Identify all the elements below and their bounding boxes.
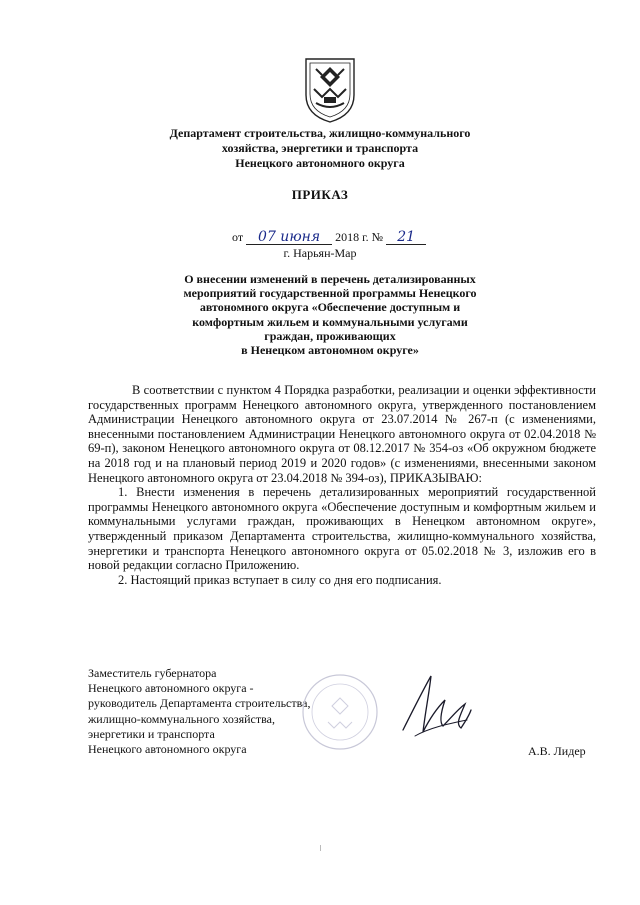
city-line: г. Нарьян-Мар — [283, 246, 357, 260]
date-year: 2018 г. № — [335, 230, 384, 244]
official-seal-icon — [300, 672, 380, 752]
department-header — [0, 126, 640, 171]
department-line: Ненецкого автономного округа — [235, 156, 405, 170]
subject-line: комфортным жильем и коммунальными услугами — [192, 314, 468, 329]
subject-line: О внесении изменений в перечень детализированных — [184, 272, 476, 286]
department-line: Департамент строительства, жилищно-коммунального — [169, 126, 471, 140]
subject-line: автономного округа «Обеспечение доступным и — [199, 300, 461, 315]
order-subject — [150, 272, 510, 357]
signatory-title — [88, 666, 310, 757]
order-item-1: 1. Внести изменения в перечень детализированных мероприятий государственной программы Ненецкого автономного округа «Обеспечение доступным и комфортным жильем и коммунальными услугами граждан, проживающих в Ненецком автономном округе», утвержденный приказом Департамента строительства, жилищно-коммунального хозяйства, энергетики и транспорта Ненецкого автономного округа от 05.02.2018 № 3, изложив его в новой редакции согласно Приложению. — [88, 485, 596, 573]
subject-line: граждан, проживающих — [264, 328, 396, 343]
preamble-paragraph: В соответствии с пунктом 4 Порядка разработки, реализации и оценки эффективности государственных программ Ненецкого автономного округа, утвержденного постановлением Администрации Ненецкого автономного округа от 23.07.2014 № 267-п (с изменениями, внесенными постановлением Администрации Ненецкого автономного округа от 02.04.2018 № 69-п), законом Ненецкого автономного округа от 08.12.2017 № 354-оз «Об окружном бюджете на 2018 год и на плановый период 2019 и 2020 годов» (с изменениями, внесенными законом Ненецкого автономного округа от 23.04.2018 № 394-оз), ПРИКАЗЫВАЮ: — [88, 383, 596, 485]
order-body — [88, 383, 596, 587]
signatory-line: руководитель Департамента строительства, — [88, 696, 311, 711]
signatory-line: Заместитель губернатора — [88, 666, 217, 680]
signatory-line: Ненецкого автономного округа - — [88, 681, 254, 696]
handwritten-date: 07 июня — [246, 231, 332, 245]
department-line: хозяйства, энергетики и транспорта — [221, 141, 419, 155]
subject-line: мероприятий государственной программы Ненецкого — [183, 286, 477, 301]
page-mark — [320, 845, 321, 851]
signatory-line: Ненецкого автономного округа — [88, 742, 247, 757]
document-type-title: ПРИКАЗ — [291, 187, 349, 202]
signatory-line: жилищно-коммунального хозяйства, — [88, 711, 275, 726]
handwritten-signature — [395, 670, 475, 745]
date-number-line — [232, 230, 426, 245]
subject-line: в Ненецком автономном округе» — [241, 343, 419, 358]
order-item-2: 2. Настоящий приказ вступает в силу со дня его подписания. — [118, 572, 442, 587]
signatory-name: А.В. Лидер — [528, 744, 586, 758]
signatory-line: энергетики и транспорта — [88, 726, 215, 741]
handwritten-number: 21 — [386, 231, 426, 245]
date-prefix: от — [232, 230, 244, 244]
coat-of-arms-icon — [302, 55, 358, 125]
